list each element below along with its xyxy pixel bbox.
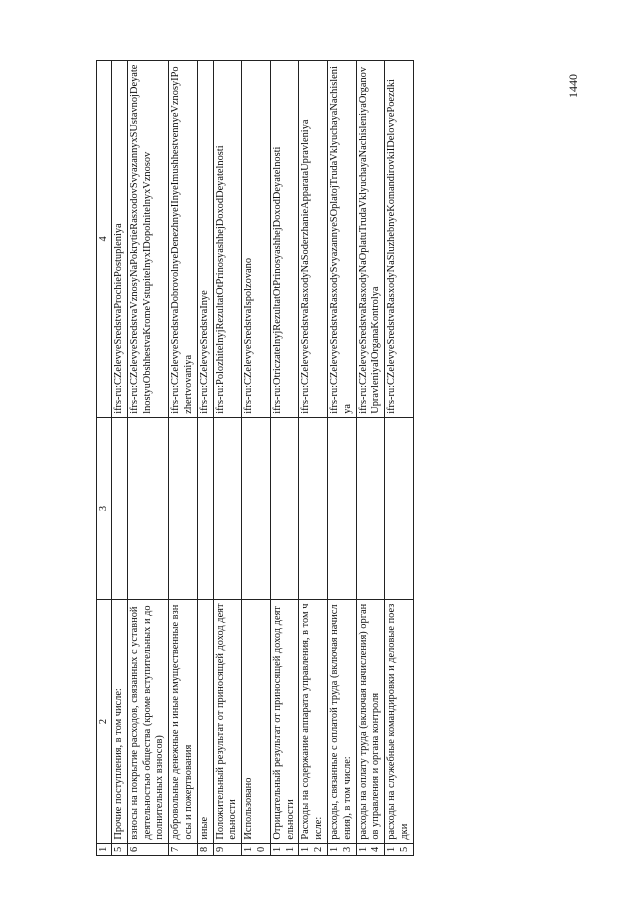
row-name: Расходы на содержание аппарата управления, в том числе:	[299, 600, 328, 843]
row-col3	[299, 417, 328, 600]
header-row	[97, 61, 112, 856]
header-cell-2: 2	[97, 600, 112, 843]
row-code: ifrs-ru:CZelevyeSredstvaRasxodyNaSluzhebnyeKomandirovkiIDelovyePoezdki	[385, 61, 414, 418]
row-number: 14	[356, 843, 385, 855]
table-row	[242, 61, 271, 856]
row-name: расходы на оплату труда (включая начисления) органов управления и органа контроля	[356, 600, 385, 843]
row-number: 10	[242, 843, 271, 855]
row-name: расходы, связанные с оплатой труда (включая начисления), в том числе:	[327, 600, 356, 843]
table-row	[169, 61, 198, 856]
row-number: 12	[299, 843, 328, 855]
row-name: Положительный результат от приносящей доход деятельности	[213, 600, 242, 843]
header-cell-3: 3	[97, 417, 112, 600]
row-number: 11	[270, 843, 299, 855]
page-number: 1440	[566, 74, 580, 98]
indicator-table	[96, 60, 414, 856]
table-row	[213, 61, 242, 856]
header-cell-4: 4	[97, 61, 112, 418]
row-number: 9	[213, 843, 242, 855]
row-code: ifrs-ru:PolozhitelnyjRezultatOtPrinosyashhejDoxodDeyatelnosti	[213, 61, 242, 418]
row-number: 7	[169, 843, 198, 855]
row-code: ifrs-ru:CZelevyeSredstvaIspolzovano	[242, 61, 271, 418]
table-row	[270, 61, 299, 856]
row-name: взносы на покрытие расходов, связанных с уставной деятельностью общества (кроме вступительных и дополнительных взносов)	[127, 600, 168, 843]
row-col3	[356, 417, 385, 600]
row-number: 5	[112, 843, 128, 855]
row-col3	[112, 417, 128, 600]
row-code: ifrs-ru:CZelevyeSredstvaVznosyNaPokrytieRasxodovSvyazannyxSUstavnojDeyatelnostyuObshhestvaKromeVstupitelnyxIDopolnitelnyxVznosov	[127, 61, 168, 418]
row-col3	[169, 417, 198, 600]
row-code: ifrs-ru:OtriczatelnyjRezultatOtPrinosyashhejDoxodDeyatelnosti	[270, 61, 299, 418]
row-name: Использовано	[242, 600, 271, 843]
table-row	[327, 61, 356, 856]
row-code: ifrs-ru:CZelevyeSredstvaProchiePostupleniya	[112, 61, 128, 418]
row-code: ifrs-ru:CZelevyeSredstvaRasxodyNaOplatuTrudaVklyuchayaNachisleniyaOrganovUpravleniyaIOrganaKontrolya	[356, 61, 385, 418]
row-col3	[242, 417, 271, 600]
row-col3	[270, 417, 299, 600]
row-number: 15	[385, 843, 414, 855]
row-code: ifrs-ru:CZelevyeSredstvaInye	[197, 61, 213, 418]
row-col3	[385, 417, 414, 600]
row-number: 8	[197, 843, 213, 855]
table-row	[299, 61, 328, 856]
row-number: 13	[327, 843, 356, 855]
row-number: 6	[127, 843, 168, 855]
row-col3	[127, 417, 168, 600]
row-name: расходы на служебные командировки и деловые поездки	[385, 600, 414, 843]
table-row	[385, 61, 414, 856]
row-name: иные	[197, 600, 213, 843]
row-col3	[197, 417, 213, 600]
row-col3	[327, 417, 356, 600]
row-name: Отрицательный результат от приносящей доход деятельности	[270, 600, 299, 843]
table-row	[127, 61, 168, 856]
row-name: Прочие поступления, в том числе:	[112, 600, 128, 843]
table-row	[112, 61, 128, 856]
row-code: ifrs-ru:CZelevyeSredstvaRasxodyNaSoderzhanieApparataUpravleniya	[299, 61, 328, 418]
row-code: ifrs-ru:CZelevyeSredstvaRasxodySvyazannyeSOplatojTrudaVklyuchayaNachisleniya	[327, 61, 356, 418]
rotated-table-container	[96, 60, 530, 856]
table-row	[197, 61, 213, 856]
row-name: добровольные денежные и иные имущественные взносы и пожертвования	[169, 600, 198, 843]
header-cell-1: 1	[97, 843, 112, 855]
row-code: ifrs-ru:CZelevyeSredstvaDobrovolnyeDenezhnyeIInyeImushhestvennyeVznosyIPozhertvovaniya	[169, 61, 198, 418]
row-col3	[213, 417, 242, 600]
table-row	[356, 61, 385, 856]
